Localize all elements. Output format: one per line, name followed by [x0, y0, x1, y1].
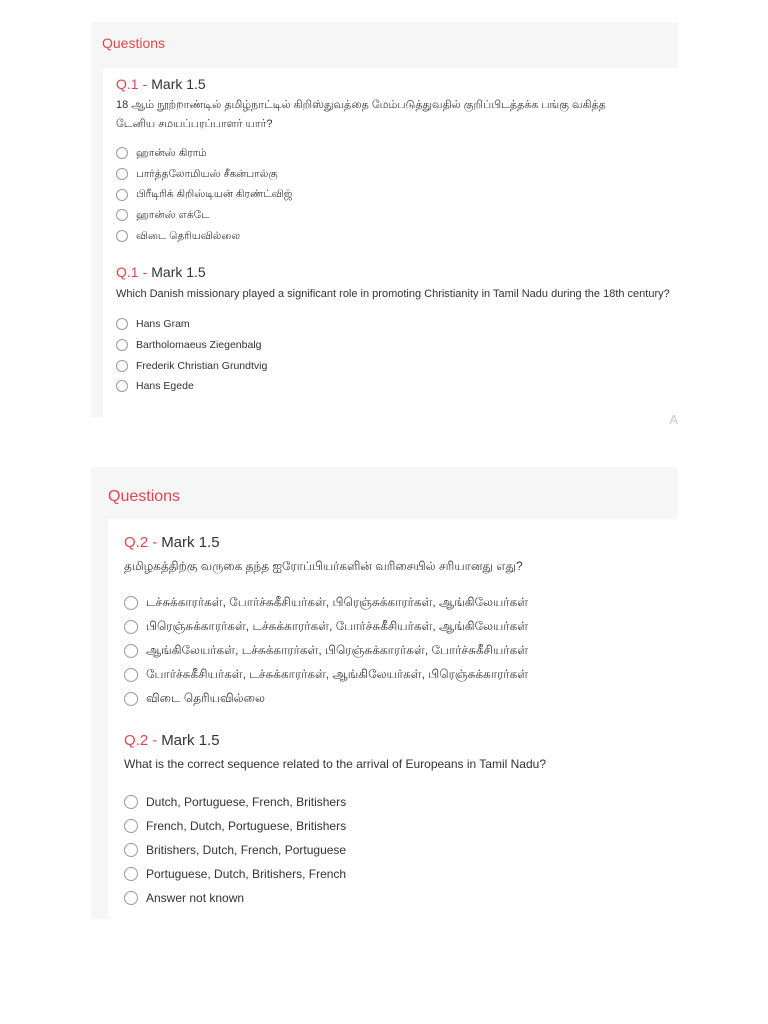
option-label: விடை தெரியவில்லை [146, 691, 265, 705]
radio-button[interactable] [116, 360, 128, 372]
option-item[interactable] [116, 314, 670, 335]
question-separator: - [152, 732, 158, 749]
question-text-line: Which Danish missionary played a significant role in promoting Christianity in Tamil Nadu during the 18th century? [116, 288, 670, 300]
question-header [116, 264, 670, 280]
option-item[interactable] [116, 164, 670, 185]
radio-button[interactable] [124, 692, 138, 706]
question-mark: Mark 1.5 [161, 732, 220, 749]
option-label: பார்த்தலோமியஸ் சீகன்பால்கு [136, 167, 278, 180]
option-label: French, Dutch, Portuguese, Britishers [146, 819, 347, 833]
options-list [116, 143, 670, 246]
question-mark: Mark 1.5 [151, 264, 206, 280]
radio-button[interactable] [116, 147, 128, 159]
radio-button[interactable] [116, 339, 128, 351]
question-card-1 [91, 22, 678, 427]
question-block-tamil [116, 76, 670, 246]
radio-button[interactable] [124, 867, 138, 881]
option-item[interactable] [116, 143, 670, 164]
option-item[interactable] [124, 838, 670, 862]
options-list [124, 790, 670, 910]
option-item[interactable] [116, 376, 670, 397]
option-item[interactable] [124, 591, 670, 615]
option-item[interactable] [124, 790, 670, 814]
radio-button[interactable] [116, 230, 128, 242]
question-text-line: தமிழகத்திற்கு வருகை தந்த ஐரோப்பியர்களின் வரிசையில் சரியானது எது? [124, 559, 523, 573]
option-label: Answer not known [146, 891, 245, 905]
question-header [116, 76, 670, 92]
option-item[interactable] [116, 184, 670, 205]
radio-button[interactable] [124, 668, 138, 682]
option-item[interactable] [124, 639, 670, 663]
question-text [124, 555, 670, 577]
option-label: பிரெஞ்சுக்காரர்கள், டச்சுக்காரர்கள், போர்ச்சுகீசியர்கள், ஆங்கிலேயர்கள் [146, 619, 529, 633]
question-text-line: 18 ஆம் நூற்றாண்டில் தமிழ்நாட்டில் கிறிஸ்துவத்தை மேம்படுத்துவதில் குறிப்பிடத்தக்க பங்கு வகித்த [116, 99, 606, 111]
option-item[interactable] [116, 205, 670, 226]
question-block-english [116, 264, 670, 397]
option-label: Hans Gram [136, 318, 190, 331]
question-block-tamil [124, 534, 670, 711]
question-text [116, 285, 670, 304]
question-number: Q.1 [116, 76, 139, 92]
options-list [116, 314, 670, 397]
radio-button[interactable] [124, 891, 138, 905]
question-mark: Mark 1.5 [151, 76, 206, 92]
radio-button[interactable] [116, 209, 128, 221]
question-text-line: What is the correct sequence related to the arrival of Europeans in Tamil Nadu? [124, 757, 547, 771]
card-body [108, 519, 678, 919]
option-item[interactable] [124, 886, 670, 910]
option-label: Dutch, Portuguese, French, Britishers [146, 795, 347, 809]
option-item[interactable] [116, 335, 670, 356]
radio-button[interactable] [116, 380, 128, 392]
radio-button[interactable] [124, 596, 138, 610]
option-item[interactable] [124, 663, 670, 687]
question-mark: Mark 1.5 [161, 534, 220, 551]
option-label: ஆங்கிலேயர்கள், டச்சுக்காரர்கள், பிரெஞ்சுக்காரர்கள், போர்ச்சுகீசியர்கள் [146, 643, 529, 657]
option-label: Hans Egede [136, 380, 194, 393]
radio-button[interactable] [124, 819, 138, 833]
option-label: பிரீடிரிக் கிறிஸ்டியன் கிரண்ட்விஜ் [136, 188, 293, 201]
radio-button[interactable] [124, 795, 138, 809]
radio-button[interactable] [116, 318, 128, 330]
question-header [124, 732, 670, 749]
question-header [124, 534, 670, 551]
option-label: டச்சுக்காரர்கள், போர்ச்சுகீசியர்கள், பிரெஞ்சுக்காரர்கள், ஆங்கிலேயர்கள் [146, 595, 529, 609]
radio-button[interactable] [124, 620, 138, 634]
question-block-english [124, 732, 670, 910]
cropped-watermark-text: A [669, 412, 678, 427]
option-label: போர்ச்சுகீசியர்கள், டச்சுக்காரர்கள், ஆங்கிலேயர்கள், பிரெஞ்சுக்காரர்கள் [146, 667, 529, 681]
question-separator: - [142, 76, 148, 92]
option-label: Frederik Christian Grundtvig [136, 359, 268, 372]
option-item[interactable] [116, 355, 670, 376]
card-body [103, 68, 678, 429]
question-separator: - [152, 534, 158, 551]
option-item[interactable] [124, 615, 670, 639]
question-number: Q.2 [124, 534, 149, 551]
option-label: ஹான்ஸ் கிராம் [136, 146, 207, 159]
question-card-2 [91, 467, 678, 919]
question-text [124, 753, 670, 775]
card-title: Questions [108, 488, 181, 505]
radio-button[interactable] [116, 168, 128, 180]
question-number: Q.2 [124, 732, 149, 749]
option-label: Britishers, Dutch, French, Portuguese [146, 843, 347, 857]
option-item[interactable] [124, 814, 670, 838]
option-label: Portuguese, Dutch, Britishers, French [146, 867, 347, 881]
options-list [124, 591, 670, 711]
option-label: Bartholomaeus Ziegenbalg [136, 339, 262, 352]
option-item[interactable] [124, 862, 670, 886]
card-title: Questions [102, 35, 166, 51]
question-text-line: டேனிய சமயப்பரப்பாளர் யார்? [116, 118, 273, 130]
option-item[interactable] [116, 226, 670, 247]
option-item[interactable] [124, 687, 670, 711]
question-text [116, 96, 670, 134]
radio-button[interactable] [124, 644, 138, 658]
question-separator: - [142, 264, 148, 280]
radio-button[interactable] [116, 189, 128, 201]
option-label: விடை தெரியவில்லை [136, 229, 241, 242]
option-label: ஹான்ஸ் எக்டே [136, 208, 210, 221]
question-number: Q.1 [116, 264, 139, 280]
radio-button[interactable] [124, 843, 138, 857]
